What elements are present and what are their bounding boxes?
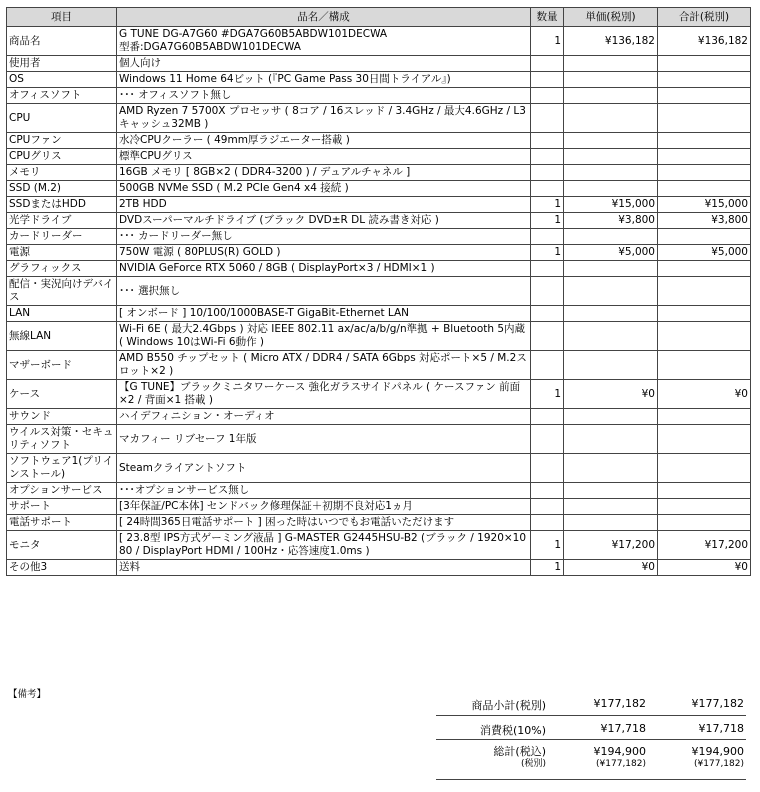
row-price: ¥0 [564,380,658,409]
row-qty [531,515,564,531]
table-row [7,425,751,454]
row-desc: 16GB メモリ [ 8GB×2 ( DDR4-3200 ) / デュアルチャネル ] [117,165,531,181]
row-total: ¥136,182 [658,27,751,56]
row-total [658,277,751,306]
row-price [564,261,658,277]
row-qty: 1 [531,27,564,56]
row-qty [531,499,564,515]
row-price: ¥15,000 [564,197,658,213]
row-desc: DVDスーパーマルチドライブ (ブラック DVD±R DL 読み書き対応 ) [117,213,531,229]
row-total [658,229,751,245]
total-value-2: ¥194,900 [691,745,744,758]
row-item: ケース [7,380,117,409]
row-qty [531,88,564,104]
row-qty [531,322,564,351]
table-row [7,72,751,88]
row-item: 配信・実況向けデバイス [7,277,117,306]
row-item: サポート [7,499,117,515]
total-row [436,740,746,780]
row-qty [531,454,564,483]
row-total [658,104,751,133]
row-item: 電話サポート [7,515,117,531]
row-desc: ･･･ 選択無し [117,277,531,306]
table-row [7,483,751,499]
row-item: オフィスソフト [7,88,117,104]
row-price: ¥17,200 [564,531,658,560]
row-desc: 【G TUNE】ブラックミニタワーケース 強化ガラスサイドパネル ( ケースファン 前面×2 / 背面×1 搭載 ) [117,380,531,409]
table-row [7,197,751,213]
row-price [564,181,658,197]
table-row [7,277,751,306]
row-item: 商品名 [7,27,117,56]
row-qty: 1 [531,245,564,261]
row-price [564,149,658,165]
total-value-2-sub: (¥177,182) [694,759,744,769]
total-label-cell [436,745,546,770]
header-price: 単価(税別) [564,8,658,27]
row-total: ¥0 [658,380,751,409]
row-item: モニタ [7,531,117,560]
total-sublabel: (税別) [520,759,546,769]
row-total [658,72,751,88]
row-desc: Windows 11 Home 64ビット (『PC Game Pass 30日間トライアル』) [117,72,531,88]
row-total: ¥17,200 [658,531,751,560]
tax-value-1: ¥17,718 [600,722,646,735]
row-item: CPUグリス [7,149,117,165]
row-item: メモリ [7,165,117,181]
row-qty [531,409,564,425]
row-desc: 標準CPUグリス [117,149,531,165]
row-total [658,56,751,72]
header-item: 項目 [7,8,117,27]
table-row [7,56,751,72]
row-item: OS [7,72,117,88]
row-total [658,306,751,322]
tax-row [436,716,746,740]
table-row [7,454,751,483]
row-price [564,104,658,133]
row-price [564,277,658,306]
row-item: マザーボード [7,351,117,380]
table-row [7,351,751,380]
row-desc: ハイデフィニション・オーディオ [117,409,531,425]
row-desc: マカフィー リブセーフ 1年版 [117,425,531,454]
tax-label: 消費税(10%) [479,724,546,737]
row-qty [531,351,564,380]
row-price [564,165,658,181]
row-total [658,165,751,181]
row-qty: 1 [531,197,564,213]
row-item: 光学ドライブ [7,213,117,229]
row-price [564,306,658,322]
row-qty [531,104,564,133]
subtotal-value-2: ¥177,182 [691,697,744,710]
table-row [7,181,751,197]
row-item: カードリーダー [7,229,117,245]
subtotal-row [436,692,746,716]
row-total [658,261,751,277]
table-row [7,306,751,322]
row-total: ¥5,000 [658,245,751,261]
total-label: 総計(税込) [493,745,546,758]
row-price [564,229,658,245]
table-row [7,560,751,576]
row-total [658,499,751,515]
row-qty [531,133,564,149]
row-qty [531,229,564,245]
row-total [658,409,751,425]
row-price [564,425,658,454]
row-desc: 送料 [117,560,531,576]
row-qty [531,306,564,322]
row-desc: Wi-Fi 6E ( 最大2.4Gbps ) 対応 IEEE 802.11 ax/ac/a/b/g/n準拠 + Bluetooth 5内蔵 ( Windows 10はWi-Fi 6動作 ) [117,322,531,351]
table-row [7,531,751,560]
table-row [7,409,751,425]
row-qty [531,261,564,277]
row-price: ¥136,182 [564,27,658,56]
total-value-1-cell [546,745,646,770]
row-item: サウンド [7,409,117,425]
row-desc: [ オンボード ] 10/100/1000BASE-T GigaBit-Ethernet LAN [117,306,531,322]
row-qty [531,56,564,72]
row-item: ソフトウェア1(プリインストール) [7,454,117,483]
row-desc: AMD Ryzen 7 5700X プロセッサ ( 8コア / 16スレッド / 3.4GHz / 最大4.6GHz / L3キャッシュ32MB ) [117,104,531,133]
row-desc: AMD B550 チップセット ( Micro ATX / DDR4 / SATA 6Gbps 対応ポート×5 / M.2スロット×2 ) [117,351,531,380]
row-total: ¥3,800 [658,213,751,229]
row-total [658,88,751,104]
row-price: ¥5,000 [564,245,658,261]
table-row [7,229,751,245]
total-value-1-sub: (¥177,182) [596,759,646,769]
row-price [564,454,658,483]
row-qty: 1 [531,531,564,560]
row-item: その他3 [7,560,117,576]
row-qty: 1 [531,213,564,229]
row-qty: 1 [531,560,564,576]
tax-value-2: ¥17,718 [698,722,744,735]
row-price [564,515,658,531]
subtotal-value-1: ¥177,182 [593,697,646,710]
row-price [564,409,658,425]
row-price [564,483,658,499]
row-desc: [ 24時間365日電話サポート ] 困った時はいつでもお電話いただけます [117,515,531,531]
table-row [7,499,751,515]
row-price [564,88,658,104]
row-item: SSDまたはHDD [7,197,117,213]
row-total [658,425,751,454]
table-row [7,380,751,409]
row-desc: NVIDIA GeForce RTX 5060 / 8GB ( DisplayPort×3 / HDMI×1 ) [117,261,531,277]
table-row [7,88,751,104]
row-item: 電源 [7,245,117,261]
row-price [564,351,658,380]
row-desc: 水冷CPUクーラー ( 49mm厚ラジエーター搭載 ) [117,133,531,149]
table-row [7,165,751,181]
row-total: ¥0 [658,560,751,576]
row-desc: 750W 電源 ( 80PLUS(R) GOLD ) [117,245,531,261]
row-desc: 個人向け [117,56,531,72]
table-row [7,322,751,351]
row-item: CPU [7,104,117,133]
row-price: ¥0 [564,560,658,576]
row-desc: [ 23.8型 IPS方式ゲーミング液晶 ] G-MASTER G2445HSU-B2 (ブラック / 1920×1080 / DisplayPort HDMI / 100Hz・応答速度1.0ms ) [117,531,531,560]
row-desc: 2TB HDD [117,197,531,213]
row-item: LAN [7,306,117,322]
row-desc: Steamクライアントソフト [117,454,531,483]
subtotal-label: 商品小計(税別) [471,699,546,712]
table-row [7,515,751,531]
table-row [7,133,751,149]
row-item: 無線LAN [7,322,117,351]
row-desc: 500GB NVMe SSD ( M.2 PCIe Gen4 x4 接続 ) [117,181,531,197]
table-row [7,104,751,133]
row-price [564,133,658,149]
row-item: オプションサービス [7,483,117,499]
row-qty [531,72,564,88]
row-price [564,72,658,88]
row-qty [531,277,564,306]
row-total [658,322,751,351]
row-qty [531,165,564,181]
row-price [564,56,658,72]
row-price [564,499,658,515]
row-price [564,322,658,351]
table-row [7,27,751,56]
quote-table [6,7,751,576]
row-qty [531,149,564,165]
row-desc: ･･･ カードリーダー無し [117,229,531,245]
row-qty [531,181,564,197]
remarks-label: 【備考】 [8,689,47,700]
row-total [658,149,751,165]
row-item: CPUファン [7,133,117,149]
row-total: ¥15,000 [658,197,751,213]
row-desc: [3年保証/PC本体] センドバック修理保証＋初期不良対応1ヵ月 [117,499,531,515]
row-item: 使用者 [7,56,117,72]
row-total [658,454,751,483]
header-desc: 品名／構成 [117,8,531,27]
total-value-2-cell [646,745,744,770]
row-total [658,515,751,531]
table-header-row [7,8,751,27]
table-row [7,261,751,277]
row-item: ウイルス対策・セキュリティソフト [7,425,117,454]
row-qty [531,483,564,499]
summary-block [436,692,746,780]
row-desc: G TUNE DG-A7G60 #DGA7G60B5ABDW101DECWA 型番:DGA7G60B5ABDW101DECWA [117,27,531,56]
row-qty: 1 [531,380,564,409]
table-row [7,245,751,261]
row-total [658,133,751,149]
row-desc: ･･･オプションサービス無し [117,483,531,499]
row-item: SSD (M.2) [7,181,117,197]
row-total [658,351,751,380]
row-qty [531,425,564,454]
row-item: グラフィックス [7,261,117,277]
row-desc: ･･･ オフィスソフト無し [117,88,531,104]
header-qty: 数量 [531,8,564,27]
row-total [658,181,751,197]
total-value-1: ¥194,900 [593,745,646,758]
row-price: ¥3,800 [564,213,658,229]
table-row [7,213,751,229]
table-row [7,149,751,165]
header-total: 合計(税別) [658,8,751,27]
row-total [658,483,751,499]
